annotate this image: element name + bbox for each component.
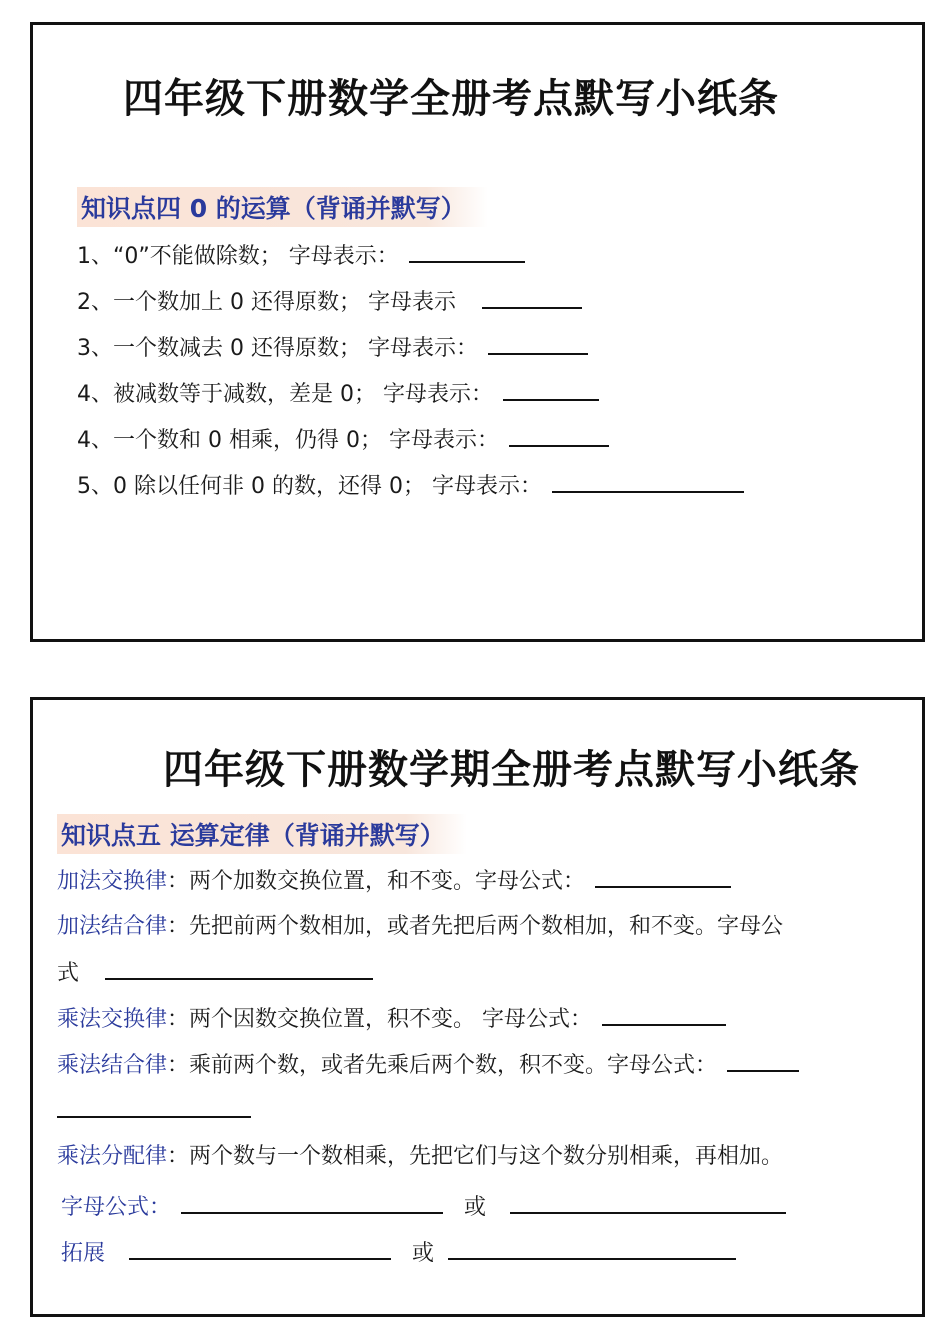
list-item [77, 241, 525, 272]
answer-blank[interactable] [503, 379, 599, 401]
note-card-1 [30, 22, 925, 642]
law-text: ：两个加数交换位置，和不变。字母公式： [167, 869, 586, 894]
or-text: 或 [464, 1195, 487, 1220]
formula-label: 字母公式： [61, 1195, 172, 1220]
extend-row [61, 1238, 736, 1269]
answer-blank[interactable] [181, 1192, 443, 1214]
law-item [57, 912, 783, 942]
law-name: 乘法分配律 [57, 1144, 168, 1169]
list-item [77, 287, 582, 318]
law-text: ：两个数与一个数相乘，先把它们与这个数分别相乘，再相加。 [167, 1144, 784, 1169]
section-heading: 知识点五 运算定律（背诵并默写） [57, 814, 467, 854]
item-text: 2、一个数加上 0 还得原数； 字母表示 [77, 290, 456, 315]
answer-blank[interactable] [602, 1004, 726, 1026]
answer-blank[interactable] [448, 1238, 736, 1260]
law-text: ：两个因数交换位置，积不变。 字母公式： [167, 1007, 593, 1032]
or-text: 或 [412, 1241, 435, 1266]
list-item [77, 425, 609, 456]
card-title: 四年级下册数学期全册考点默写小纸条 [163, 747, 860, 793]
note-card-2 [30, 697, 925, 1317]
law-item [57, 1142, 783, 1172]
law-item [57, 866, 731, 897]
extend-label: 拓展 [61, 1241, 106, 1266]
law-text-continued: 式 [57, 961, 80, 986]
answer-blank[interactable] [727, 1050, 799, 1072]
law-name: 加法交换律 [57, 869, 168, 894]
item-text: 1、“0”不能做除数； 字母表示： [77, 244, 399, 269]
answer-blank[interactable] [409, 241, 525, 263]
law-item-continued [57, 1096, 251, 1127]
list-item [77, 379, 599, 410]
answer-blank[interactable] [57, 1096, 251, 1118]
law-item [57, 1050, 799, 1081]
law-item [57, 1004, 726, 1035]
answer-blank[interactable] [595, 866, 731, 888]
law-name: 乘法结合律 [57, 1053, 168, 1078]
section-heading: 知识点四 0 的运算（背诵并默写） [77, 187, 488, 227]
formula-row [61, 1192, 786, 1223]
law-text: ：先把前两个数相加，或者先把后两个数相加，和不变。字母公 [167, 914, 784, 939]
law-item-continued [57, 958, 373, 989]
law-name: 乘法交换律 [57, 1007, 168, 1032]
answer-blank[interactable] [510, 1192, 786, 1214]
item-text: 4、被减数等于减数，差是 0； 字母表示： [77, 382, 493, 407]
answer-blank[interactable] [105, 958, 373, 980]
answer-blank[interactable] [552, 471, 744, 493]
item-text: 3、一个数减去 0 还得原数； 字母表示： [77, 336, 478, 361]
answer-blank[interactable] [482, 287, 582, 309]
list-item [77, 471, 744, 502]
law-text: ：乘前两个数，或者先乘后两个数，积不变。字母公式： [167, 1053, 718, 1078]
item-text: 4、一个数和 0 相乘，仍得 0； 字母表示： [77, 428, 499, 453]
answer-blank[interactable] [509, 425, 609, 447]
item-text: 5、0 除以任何非 0 的数，还得 0； 字母表示： [77, 474, 542, 499]
list-item [77, 333, 588, 364]
card-title: 四年级下册数学全册考点默写小纸条 [123, 76, 779, 122]
answer-blank[interactable] [488, 333, 588, 355]
answer-blank[interactable] [129, 1238, 391, 1260]
law-name: 加法结合律 [57, 914, 168, 939]
